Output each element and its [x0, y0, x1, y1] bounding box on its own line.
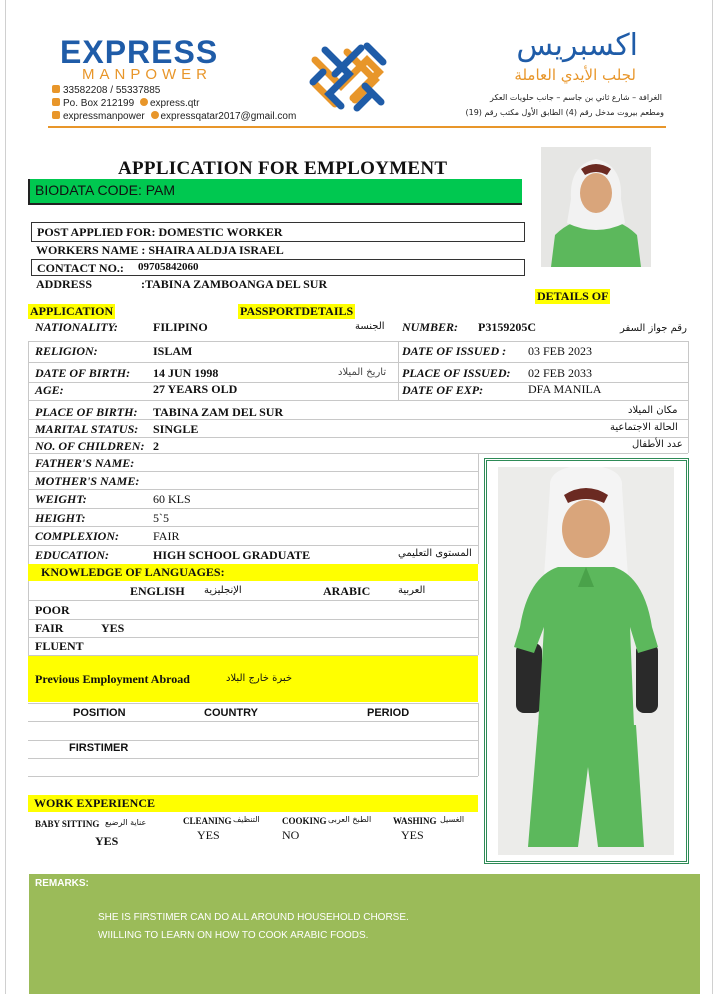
education-value: HIGH SCHOOL GRADUATE — [153, 548, 311, 562]
workers-name: WORKERS NAME : SHAIRA ALDJA ISRAEL — [36, 243, 284, 257]
date-issued-label: DATE OF ISSUED : — [402, 344, 507, 358]
remarks-title: REMARKS: — [35, 878, 89, 889]
passport-number-arabic: رقم جواز السفر — [620, 323, 687, 334]
email-icon — [151, 111, 159, 119]
address-arabic-line1: الغرافة – شارع ثاني بن جاسم – جانب حلويات العكر — [490, 93, 662, 102]
page-border-right — [712, 0, 713, 994]
facebook-icon — [140, 98, 148, 106]
baby-sitting-label: BABY SITTING — [35, 819, 100, 829]
cleaning-label: CLEANING — [183, 816, 232, 826]
dob-value: 14 JUN 1998 — [153, 366, 219, 380]
height-label: HEIGHT: — [35, 511, 86, 525]
post-applied-box — [31, 222, 525, 242]
marital-arabic: الحالة الاجتماعية — [610, 422, 678, 433]
washing-label: WASHING — [393, 816, 437, 826]
express-logo-arabic: اكسبريس — [516, 28, 638, 63]
religion-value: ISLAM — [153, 344, 193, 358]
arabic-label: ARABIC — [323, 584, 371, 598]
remarks-panel — [29, 874, 700, 994]
full-photo-image — [498, 467, 674, 855]
previous-employment-arabic: خبرة خارج البلاد — [226, 673, 293, 684]
headshot-image — [541, 147, 651, 267]
baby-sitting-arabic: عناية الرضيع — [105, 818, 147, 827]
fluent-label: FLUENT — [35, 639, 84, 653]
age-label: AGE: — [35, 383, 64, 397]
contact-label: CONTACT NO.: — [37, 261, 124, 275]
cleaning-arabic: التنظيف — [233, 815, 260, 824]
weight-value: 60 KLS — [153, 492, 191, 506]
contact-number: 09705842060 — [138, 261, 199, 273]
english-arabic: الإنجليزية — [204, 585, 242, 596]
mother-name-label: MOTHER'S NAME: — [35, 474, 140, 488]
header-rule — [48, 126, 666, 128]
address-value: :TABINA ZAMBOANGA DEL SUR — [141, 277, 328, 291]
manpower-logo-text: MANPOWER — [82, 66, 212, 83]
education-label: EDUCATION: — [35, 548, 110, 562]
application-label: APPLICATION — [30, 304, 114, 318]
poor-label: POOR — [35, 603, 70, 617]
instagram-icon — [52, 111, 60, 119]
pob-label: PLACE OF BIRTH: — [35, 405, 138, 419]
express-knot-logo — [305, 38, 391, 120]
marital-label: MARITAL STATUS: — [35, 422, 139, 436]
fair-english-value: YES — [101, 621, 125, 635]
place-issued: 02 FEB 2033 — [528, 366, 593, 380]
nationality-arabic: الجنسة — [355, 321, 385, 332]
pobox-row: Po. Box 212199 express.qtr — [52, 98, 199, 109]
employment-row-position: FIRSTIMER — [69, 742, 129, 754]
col-position: POSITION — [73, 707, 126, 719]
passport-number-label: NUMBER: — [402, 320, 459, 334]
mailbox-icon — [52, 98, 60, 106]
father-name-label: FATHER'S NAME: — [35, 456, 135, 470]
contact-box — [31, 259, 525, 276]
pob-value: TABINA ZAM DEL SUR — [153, 405, 284, 419]
weight-label: WEIGHT: — [35, 492, 87, 506]
fair-label: FAIR — [35, 621, 64, 635]
religion-label: RELIGION: — [35, 344, 98, 358]
children-value: 2 — [153, 439, 159, 453]
age-value: 27 YEARS OLD — [153, 382, 238, 396]
education-arabic: المستوى التعليمي — [398, 548, 472, 559]
applicant-full-photo — [498, 467, 674, 855]
cooking-value: NO — [282, 828, 300, 842]
washing-value: YES — [401, 828, 424, 842]
baby-sitting-value: YES — [95, 834, 119, 848]
washing-arabic: الغسيل — [440, 815, 465, 824]
dob-arabic: تاريخ الميلاد — [338, 367, 387, 378]
express-logo-text: EXPRESS — [60, 34, 219, 70]
cooking-label: COOKING — [282, 816, 327, 826]
work-experience-header — [28, 795, 478, 812]
page-border-left — [5, 0, 6, 994]
nationality-label: NATIONALITY: — [35, 320, 118, 334]
page-title: APPLICATION FOR EMPLOYMENT — [118, 158, 448, 179]
dob-label: DATE OF BIRTH: — [35, 366, 131, 380]
languages-header — [28, 564, 478, 581]
cooking-arabic: الطبخ العربى — [328, 815, 372, 824]
date-exp-label: DATE OF EXP: — [402, 383, 484, 397]
place-issued-label: PLACE OF ISSUED: — [402, 366, 511, 380]
biodata-code-bar — [28, 179, 522, 205]
complexion-label: COMPLEXION: — [35, 529, 120, 543]
date-issued: 03 FEB 2023 — [528, 344, 593, 358]
english-label: ENGLISH — [130, 584, 185, 598]
full-body-photo-frame — [484, 458, 689, 864]
post-applied: POST APPLIED FOR: DOMESTIC WORKER — [37, 225, 283, 239]
phone-row: 33582208 / 55337885 — [52, 85, 160, 96]
date-exp: DFA MANILA — [528, 382, 602, 396]
col-period: PERIOD — [367, 707, 410, 719]
applicant-headshot — [541, 147, 651, 267]
marital-value: SINGLE — [153, 422, 199, 436]
height-value: 5`5 — [153, 511, 169, 525]
social-row: expressmanpower expressqatar2017@gmail.com — [52, 111, 296, 122]
previous-employment-title: Previous Employment Abroad — [35, 672, 190, 686]
remarks-line1: SHE IS FIRSTIMER CAN DO ALL AROUND HOUSEHOLD CHORSE. — [98, 912, 409, 923]
phone-icon — [52, 85, 60, 93]
arabic-arabic: العربية — [398, 585, 426, 596]
pob-arabic: مكان الميلاد — [628, 405, 678, 416]
children-label: NO. OF CHILDREN: — [35, 439, 145, 453]
languages-title: KNOWLEDGE OF LANGUAGES: — [41, 565, 225, 579]
col-country: COUNTRY — [204, 707, 258, 719]
nationality-value: FILIPINO — [153, 320, 208, 334]
address-arabic-line2: ومطعم بيروت مدخل رقم (4) الطابق الأول مكتب رقم (19) — [465, 108, 664, 117]
passport-number: P3159205C — [478, 320, 536, 334]
complexion-value: FAIR — [153, 529, 180, 543]
remarks-line2: WIILLING TO LEARN ON HOW TO COOK ARABIC FOODS. — [98, 930, 369, 941]
details-of-label: DETAILS OF — [537, 289, 609, 303]
work-experience-title: WORK EXPERIENCE — [34, 796, 156, 810]
address-label: ADDRESS — [36, 277, 93, 291]
biodata-code: BIODATA CODE: PAM — [35, 182, 176, 198]
passport-details-label: PASSPORTDETAILS — [240, 304, 354, 318]
cleaning-value: YES — [197, 828, 220, 842]
children-arabic: عدد الأطفال — [632, 439, 683, 450]
previous-employment-header — [28, 656, 478, 702]
manpower-logo-arabic: لجلب الأيدي العاملة — [514, 66, 636, 84]
